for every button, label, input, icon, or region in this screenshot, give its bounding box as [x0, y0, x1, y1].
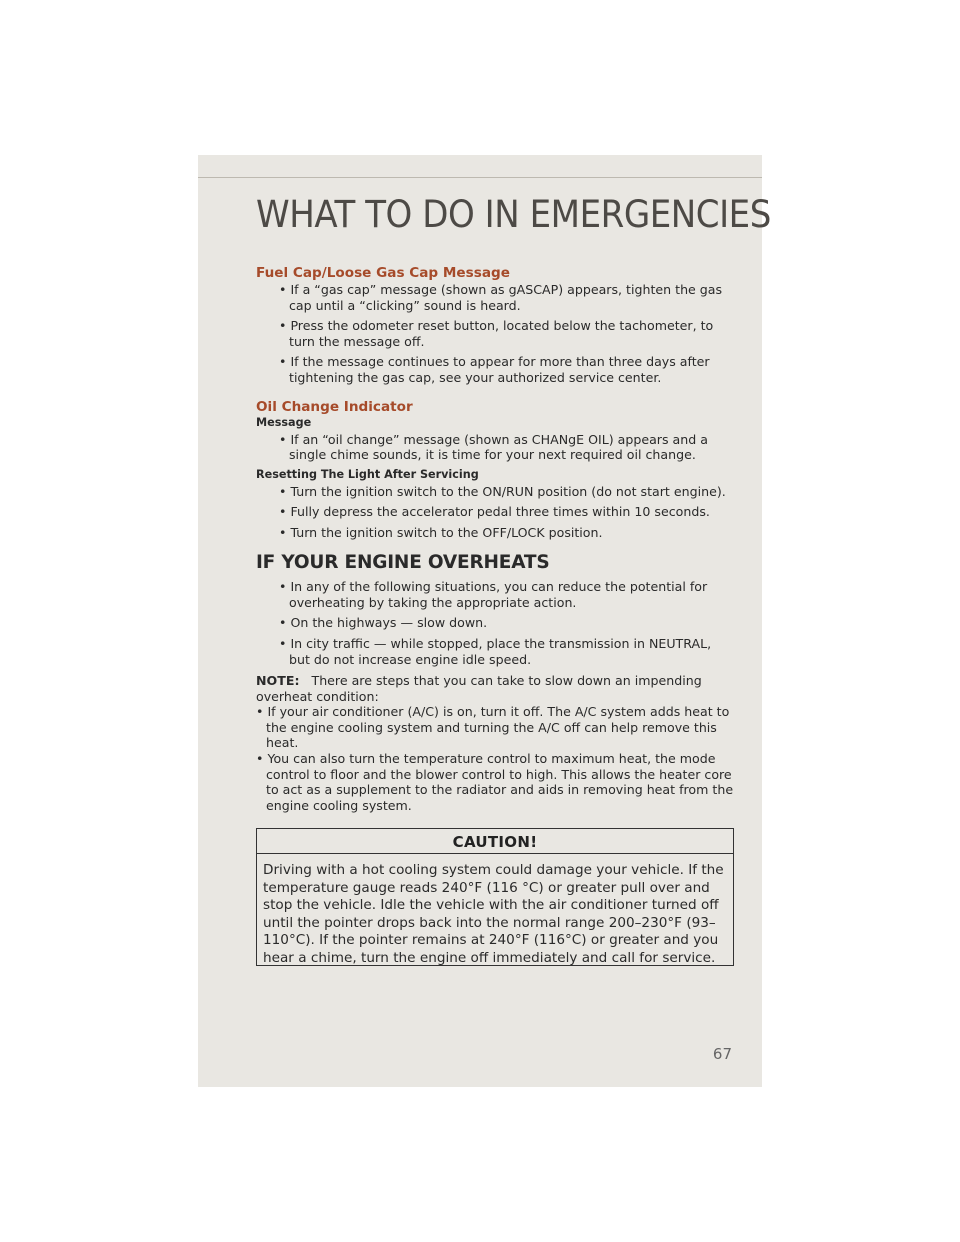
page-header-title: WHAT TO DO IN EMERGENCIES [256, 193, 771, 236]
oil-message-list [256, 432, 734, 463]
list-item: • You can also turn the temperature control to maximum heat, the mode control to floor and the blower control to high. This allows the heater core to act as a supplement to the radiator and aids in removing heat from the engine cooling system. [256, 751, 734, 813]
list-item: • If your air conditioner (A/C) is on, turn it off. The A/C system adds heat to the engine cooling system and turning the A/C off can help remove this heat. [256, 704, 734, 751]
oil-message-label: Message [256, 415, 312, 429]
list-item: • Turn the ignition switch to the ON/RUN position (do not start engine). [256, 484, 734, 500]
note-label: NOTE: [256, 673, 300, 689]
list-item: • Press the odometer reset button, located below the tachometer, to turn the message off. [256, 318, 734, 349]
page-number: 67 [712, 1045, 732, 1063]
page-content [256, 265, 734, 813]
overheat-list [256, 579, 734, 667]
fuel-cap-list [256, 282, 734, 386]
list-item: • If a “gas cap” message (shown as gASCAP) appears, tighten the gas cap until a “clicking” sound is heard. [256, 282, 734, 313]
list-item: • If the message continues to appear for more than three days after tightening the gas cap, see your authorized service center. [256, 354, 734, 385]
overheat-heading: IF YOUR ENGINE OVERHEATS [256, 551, 550, 573]
header-rule [198, 177, 762, 178]
overheat-note [256, 673, 734, 704]
caution-title: CAUTION! [257, 829, 733, 854]
list-item: • If an “oil change” message (shown as CHANgE OIL) appears and a single chime sounds, it is time for your next required oil change. [256, 432, 734, 463]
list-item: • Fully depress the accelerator pedal three times within 10 seconds. [256, 504, 734, 520]
reset-light-list [256, 484, 734, 541]
fuel-cap-heading: Fuel Cap/Loose Gas Cap Message [256, 265, 510, 281]
caution-text: Driving with a hot cooling system could damage your vehicle. If the temperature gauge reads 240°F (116 °C) or greater pull over and stop the vehicle. Idle the vehicle with the air conditioner turned off until the pointer drops back into the normal range 200–230°F (93–110°C). If the pointer remains at 240°F (116°C) or greater and you hear a chime, turn the engine off immediately and call for service. [263, 862, 724, 966]
list-item: • In any of the following situations, you can reduce the potential for overheating by taking the appropriate action. [256, 579, 734, 610]
list-item: • On the highways — slow down. [256, 615, 734, 631]
oil-change-heading: Oil Change Indicator [256, 398, 413, 415]
list-item: • In city traffic — while stopped, place the transmission in NEUTRAL, but do not increase engine idle speed. [256, 636, 734, 667]
note-list [256, 704, 734, 813]
list-item: • Turn the ignition switch to the OFF/LOCK position. [256, 525, 734, 541]
reset-light-label: Resetting The Light After Servicing [256, 467, 479, 481]
caution-box [256, 828, 734, 966]
manual-page [198, 155, 771, 1087]
note-text: There are steps that you can take to slow down an impending overheat condition: [256, 673, 702, 704]
